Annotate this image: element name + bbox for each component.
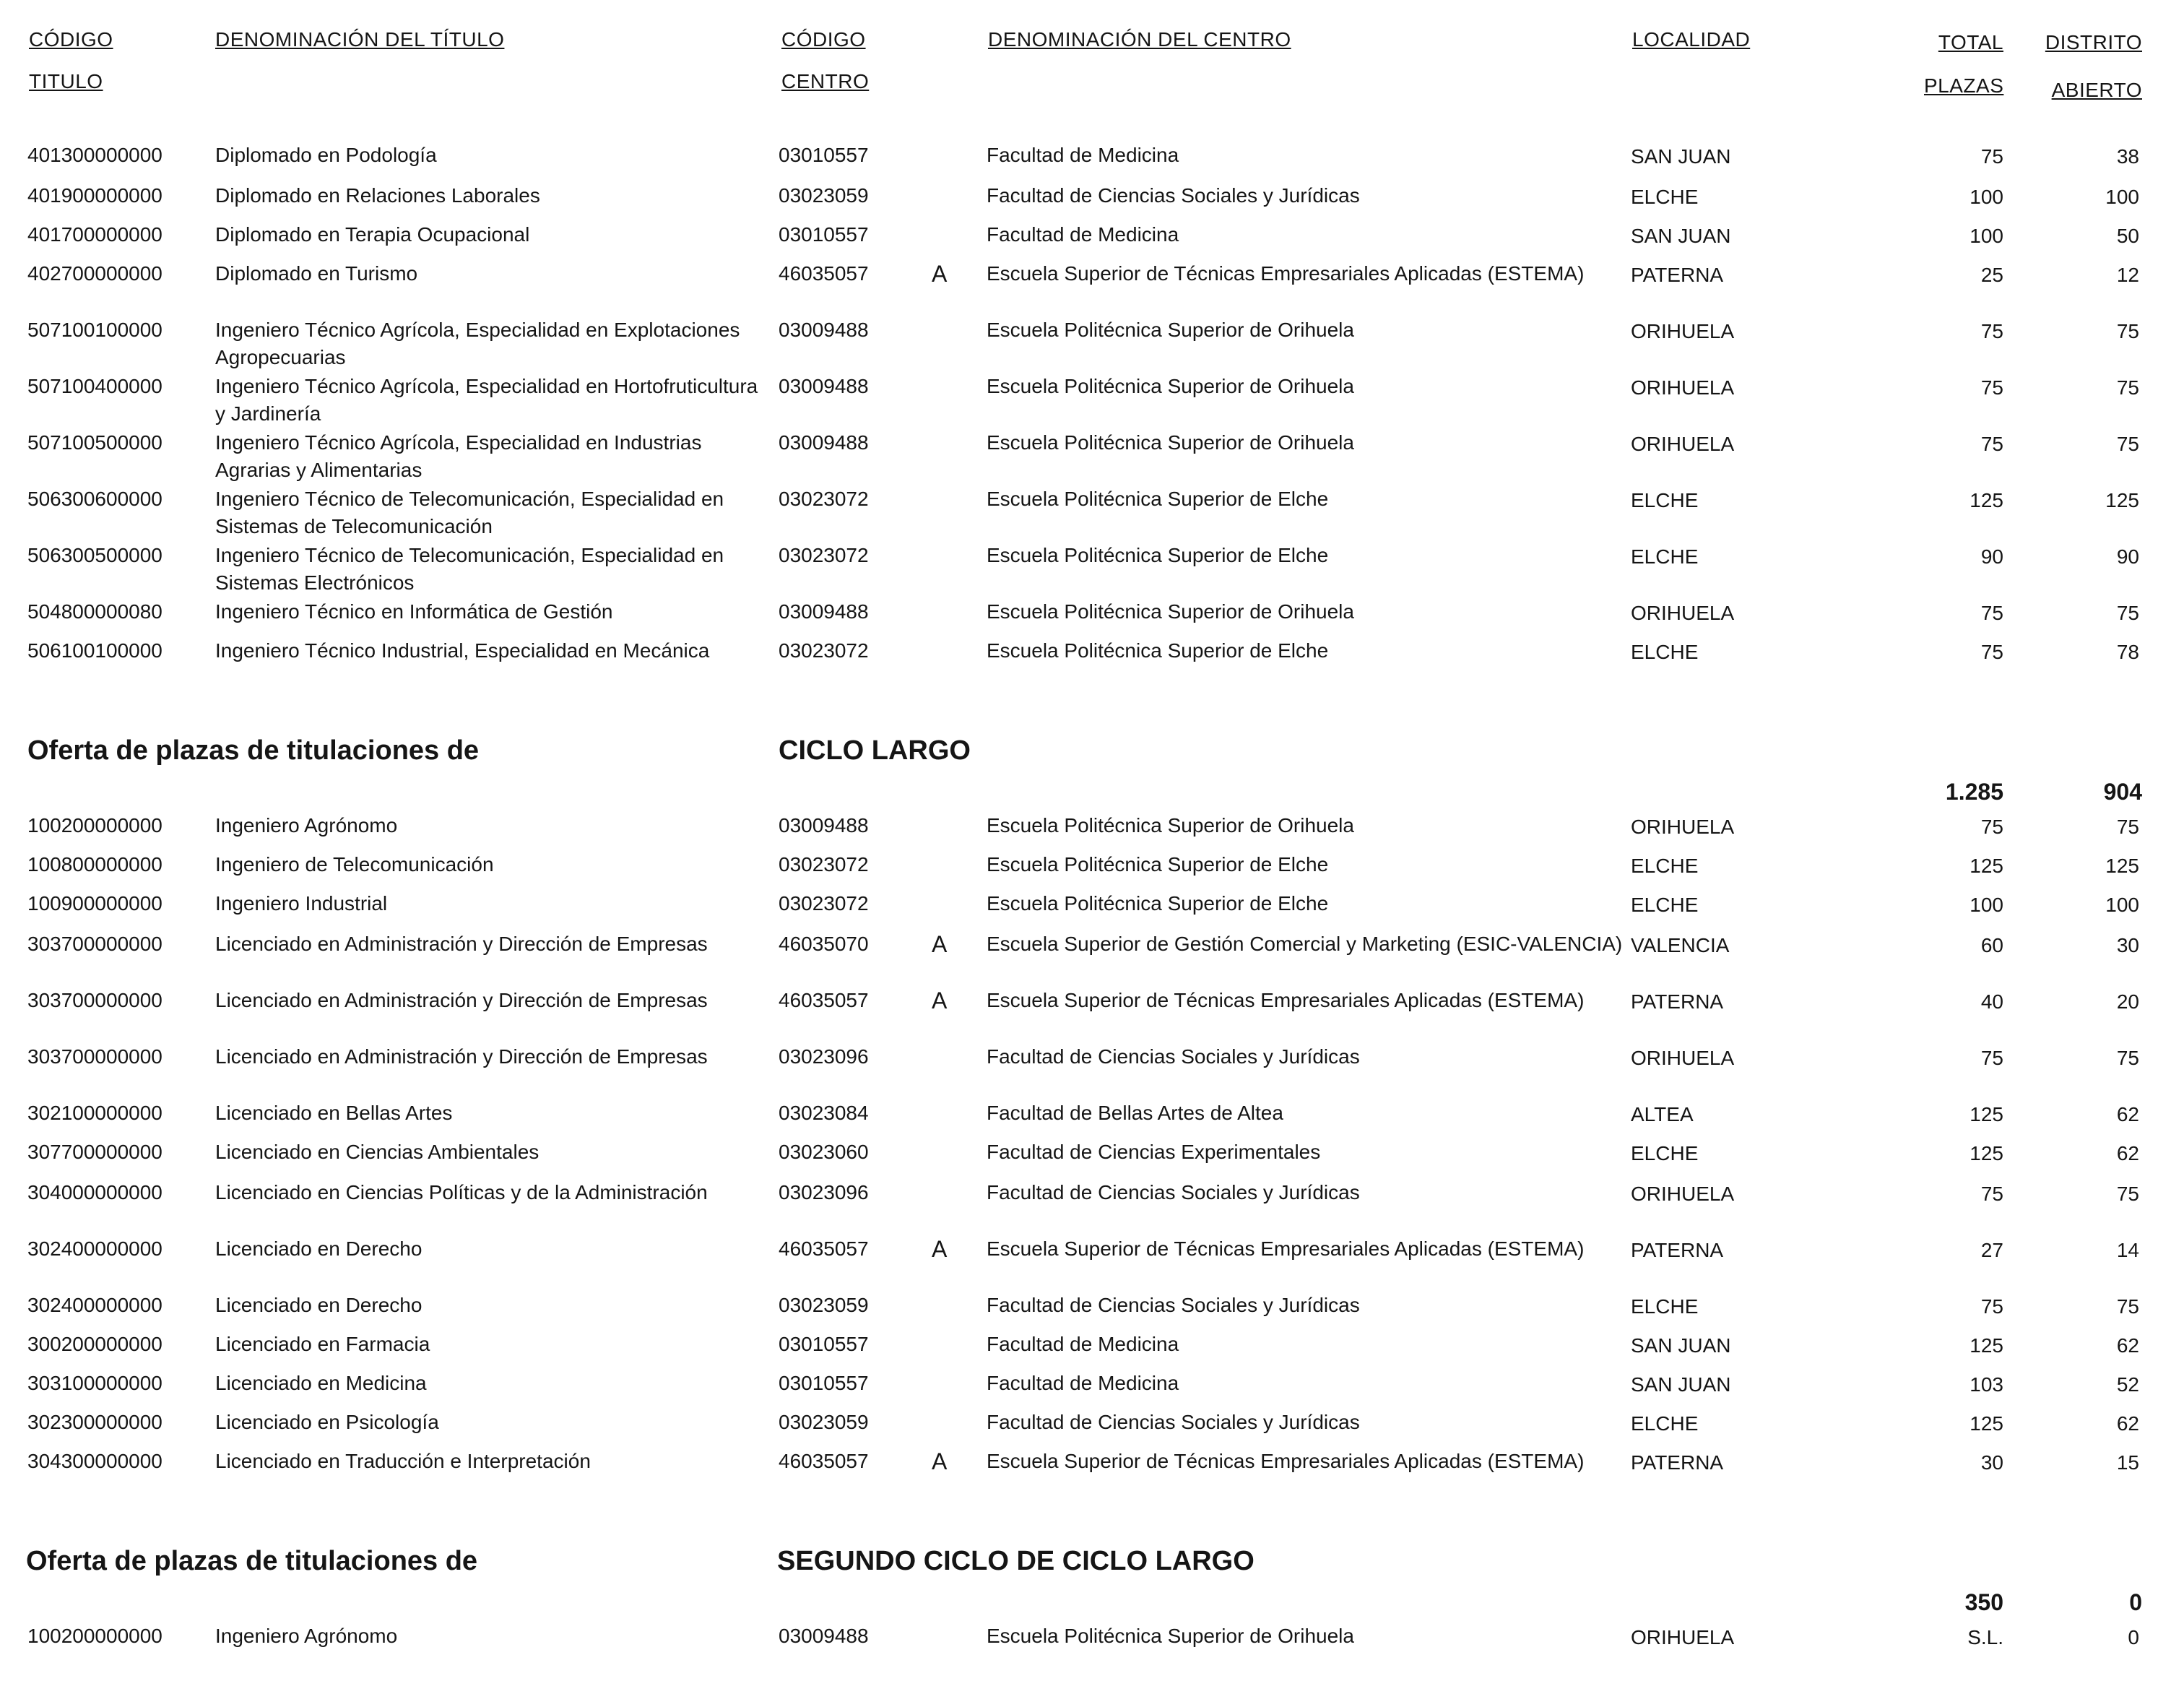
centro-name: Escuela Politécnica Superior de Elche xyxy=(987,892,1329,915)
adscrito-mark: A xyxy=(932,931,948,957)
titulo-name: Ingeniero Industrial xyxy=(215,892,388,915)
distrito-abierto: 62 xyxy=(2116,1142,2139,1164)
distrito-abierto: 100 xyxy=(2105,186,2139,208)
section-3-heading-right: SEGUNDO CICLO DE CICLO LARGO xyxy=(777,1546,1254,1576)
titulo-name: Diplomado en Podología xyxy=(215,144,437,166)
distrito-abierto: 100 xyxy=(2105,894,2139,916)
table-row xyxy=(0,1179,2184,1208)
titulo-name: Licenciado en Derecho xyxy=(215,1294,422,1316)
total-plazas: 125 xyxy=(1970,1103,2003,1125)
table-row xyxy=(0,542,2184,594)
centro-code: 03023072 xyxy=(779,639,869,662)
total-plazas: 75 xyxy=(1980,602,2003,624)
centro-name: Facultad de Medicina xyxy=(987,144,1179,166)
titulo-code: 100200000000 xyxy=(27,814,162,837)
titulo-code: 506100100000 xyxy=(27,639,162,662)
total-plazas: 60 xyxy=(1980,934,2003,956)
localidad: ELCHE xyxy=(1631,641,1699,663)
header-denominacion-centro: DENOMINACIÓN DEL CENTRO xyxy=(988,28,1291,51)
centro-code: 46035057 xyxy=(779,989,869,1011)
table-row xyxy=(0,1292,2184,1321)
localidad: ELCHE xyxy=(1631,489,1699,511)
titulo-code: 304000000000 xyxy=(27,1181,162,1203)
centro-name: Facultad de Ciencias Sociales y Jurídicas xyxy=(987,1045,1360,1068)
section-3-heading-left: Oferta de plazas de titulaciones de xyxy=(26,1546,478,1576)
header-codigo-centro-1: CÓDIGO xyxy=(781,28,866,51)
localidad: ELCHE xyxy=(1631,1295,1699,1318)
adscrito-mark: A xyxy=(932,1236,948,1262)
centro-name: Facultad de Ciencias Sociales y Jurídicas xyxy=(987,1411,1360,1433)
titulo-name: Ingeniero Técnico Industrial, Especialidad en Mecánica xyxy=(215,639,710,662)
centro-name: Escuela Superior de Técnicas Empresariales Aplicadas (ESTEMA) xyxy=(987,262,1585,285)
centro-code: 03009488 xyxy=(779,1625,869,1647)
adscrito-mark: A xyxy=(932,988,948,1014)
centro-code: 46035057 xyxy=(779,1450,869,1472)
distrito-abierto: 125 xyxy=(2105,489,2139,511)
titulo-name: Ingeniero Técnico de Telecomunicación, Especialidad en Sistemas Electrónicos xyxy=(215,544,724,594)
centro-code: 46035070 xyxy=(779,933,869,955)
distrito-abierto: 52 xyxy=(2116,1373,2139,1396)
table-row xyxy=(0,637,2184,666)
titulo-name: Licenciado en Administración y Dirección de Empresas xyxy=(215,1045,708,1068)
localidad: ORIHUELA xyxy=(1631,433,1735,455)
table-row xyxy=(0,142,2184,170)
titulo-code: 402700000000 xyxy=(27,262,162,285)
section-2-heading-left: Oferta de plazas de titulaciones de xyxy=(27,735,480,766)
centro-code: 03010557 xyxy=(779,1333,869,1355)
distrito-abierto: 50 xyxy=(2116,225,2139,247)
header-denominacion-titulo: DENOMINACIÓN DEL TÍTULO xyxy=(215,28,505,51)
distrito-abierto: 14 xyxy=(2116,1239,2139,1261)
total-plazas: 100 xyxy=(1970,894,2003,916)
header-distrito-1: DISTRITO xyxy=(2045,31,2142,53)
localidad: ORIHUELA xyxy=(1631,602,1735,624)
distrito-abierto: 75 xyxy=(2116,816,2139,838)
localidad: ALTEA xyxy=(1631,1103,1694,1125)
localidad: VALENCIA xyxy=(1631,934,1730,956)
centro-code: 03010557 xyxy=(779,1372,869,1394)
titulo-code: 507100500000 xyxy=(27,431,162,454)
titulo-name: Licenciado en Farmacia xyxy=(215,1333,430,1355)
total-plazas: 75 xyxy=(1980,320,2003,342)
table-row xyxy=(0,485,2184,537)
centro-code: 03023072 xyxy=(779,853,869,876)
header-distrito-2: ABIERTO xyxy=(2051,79,2142,101)
adscrito-mark: A xyxy=(932,261,948,287)
header-codigo-centro-2: CENTRO xyxy=(781,70,870,92)
table-row xyxy=(0,1043,2184,1072)
centro-code: 03009488 xyxy=(779,319,869,341)
titulo-code: 100900000000 xyxy=(27,892,162,915)
total-plazas: 75 xyxy=(1980,433,2003,455)
centro-code: 03023060 xyxy=(779,1141,869,1163)
titulo-name: Licenciado en Medicina xyxy=(215,1372,427,1394)
titulo-code: 507100100000 xyxy=(27,319,162,341)
table-row xyxy=(0,930,2184,959)
header-total-2: PLAZAS xyxy=(1924,74,2004,97)
table-row xyxy=(0,429,2184,481)
table-row xyxy=(0,851,2184,880)
centro-name: Facultad de Ciencias Experimentales xyxy=(987,1141,1321,1163)
table-row xyxy=(0,1331,2184,1360)
titulo-code: 302100000000 xyxy=(27,1102,162,1124)
localidad: PATERNA xyxy=(1631,1451,1724,1474)
distrito-abierto: 75 xyxy=(2116,376,2139,399)
titulo-name: Ingeniero de Telecomunicación xyxy=(215,853,494,876)
centro-name: Escuela Politécnica Superior de Orihuela xyxy=(987,814,1354,837)
localidad: ELCHE xyxy=(1631,1142,1699,1164)
titulo-code: 302400000000 xyxy=(27,1294,162,1316)
localidad: ELCHE xyxy=(1631,894,1699,916)
titulo-code: 504800000080 xyxy=(27,600,162,623)
distrito-abierto: 62 xyxy=(2116,1334,2139,1357)
total-plazas: 27 xyxy=(1980,1239,2003,1261)
centro-code: 46035057 xyxy=(779,1237,869,1260)
header-total-1: TOTAL xyxy=(1938,31,2003,53)
titulo-name: Licenciado en Administración y Dirección de Empresas xyxy=(215,989,708,1011)
localidad: ELCHE xyxy=(1631,186,1699,208)
centro-name: Facultad de Medicina xyxy=(987,1372,1179,1394)
titulo-code: 401300000000 xyxy=(27,144,162,166)
centro-name: Escuela Politécnica Superior de Elche xyxy=(987,853,1329,876)
localidad: PATERNA xyxy=(1631,264,1724,286)
distrito-abierto: 90 xyxy=(2116,545,2139,568)
total-plazas: 75 xyxy=(1980,641,2003,663)
distrito-abierto: 75 xyxy=(2116,1047,2139,1069)
distrito-abierto: 75 xyxy=(2116,1183,2139,1205)
centro-code: 03023072 xyxy=(779,892,869,915)
section-2-heading-right: CICLO LARGO xyxy=(779,735,971,766)
titulo-code: 506300500000 xyxy=(27,544,162,566)
centro-name: Escuela Superior de Técnicas Empresariales Aplicadas (ESTEMA) xyxy=(987,1237,1585,1260)
centro-name: Facultad de Bellas Artes de Altea xyxy=(987,1102,1283,1124)
titulo-code: 506300600000 xyxy=(27,488,162,510)
centro-name: Escuela Politécnica Superior de Elche xyxy=(987,639,1329,662)
table-row xyxy=(0,260,2184,289)
localidad: SAN JUAN xyxy=(1631,1373,1731,1396)
titulo-code: 304300000000 xyxy=(27,1450,162,1472)
titulo-code: 303700000000 xyxy=(27,933,162,955)
total-plazas: 125 xyxy=(1970,855,2003,877)
table-row xyxy=(0,1409,2184,1438)
titulo-name: Licenciado en Bellas Artes xyxy=(215,1102,453,1124)
centro-code: 03023084 xyxy=(779,1102,869,1124)
titulo-code: 401900000000 xyxy=(27,184,162,207)
total-plazas: 75 xyxy=(1980,1183,2003,1205)
titulo-name: Diplomado en Terapia Ocupacional xyxy=(215,223,530,246)
distrito-abierto: 75 xyxy=(2116,1295,2139,1318)
localidad: ELCHE xyxy=(1631,545,1699,568)
centro-code: 46035057 xyxy=(779,262,869,285)
distrito-abierto: 62 xyxy=(2116,1412,2139,1435)
titulo-code: 302400000000 xyxy=(27,1237,162,1260)
distrito-abierto: 15 xyxy=(2116,1451,2139,1474)
titulo-code: 100200000000 xyxy=(27,1625,162,1647)
titulo-name: Licenciado en Derecho xyxy=(215,1237,422,1260)
section-2-total-distrito: 904 xyxy=(2103,779,2142,805)
centro-name: Facultad de Medicina xyxy=(987,223,1179,246)
titulo-name: Ingeniero Agrónomo xyxy=(215,814,398,837)
total-plazas: 75 xyxy=(1980,1047,2003,1069)
centro-code: 03009488 xyxy=(779,375,869,397)
centro-name: Escuela Politécnica Superior de Elche xyxy=(987,544,1329,566)
distrito-abierto: 12 xyxy=(2116,264,2139,286)
localidad: ORIHUELA xyxy=(1631,816,1735,838)
table-row xyxy=(0,1138,2184,1167)
centro-code: 03010557 xyxy=(779,223,869,246)
titulo-code: 303700000000 xyxy=(27,989,162,1011)
distrito-abierto: 75 xyxy=(2116,602,2139,624)
titulo-code: 303100000000 xyxy=(27,1372,162,1394)
localidad: SAN JUAN xyxy=(1631,145,1731,168)
centro-name: Escuela Superior de Gestión Comercial y Marketing (ESIC-VALENCIA) xyxy=(987,933,1623,955)
distrito-abierto: 125 xyxy=(2105,855,2139,877)
titulo-code: 401700000000 xyxy=(27,223,162,246)
total-plazas: 75 xyxy=(1980,145,2003,168)
centro-code: 03009488 xyxy=(779,600,869,623)
table-row xyxy=(0,890,2184,919)
section-3-total-distrito: 0 xyxy=(2129,1589,2142,1615)
total-plazas: 125 xyxy=(1970,1142,2003,1164)
centro-code: 03023072 xyxy=(779,488,869,510)
distrito-abierto: 0 xyxy=(2128,1626,2139,1648)
titulo-code: 302300000000 xyxy=(27,1411,162,1433)
titulo-name: Licenciado en Ciencias Ambientales xyxy=(215,1141,540,1163)
centro-name: Escuela Politécnica Superior de Orihuela xyxy=(987,1625,1354,1647)
distrito-abierto: 62 xyxy=(2116,1103,2139,1125)
total-plazas: 100 xyxy=(1970,186,2003,208)
titulo-name: Licenciado en Psicología xyxy=(215,1411,439,1433)
total-plazas: 30 xyxy=(1980,1451,2003,1474)
titulo-name: Diplomado en Turismo xyxy=(215,262,418,285)
distrito-abierto: 30 xyxy=(2116,934,2139,956)
total-plazas: 90 xyxy=(1980,545,2003,568)
centro-name: Escuela Politécnica Superior de Orihuela xyxy=(987,431,1354,454)
titulo-name: Ingeniero Agrónomo xyxy=(215,1625,398,1647)
localidad: ORIHUELA xyxy=(1631,1047,1735,1069)
total-plazas: S.L. xyxy=(1967,1626,2003,1648)
titulo-code: 303700000000 xyxy=(27,1045,162,1068)
localidad: ORIHUELA xyxy=(1631,320,1735,342)
distrito-abierto: 38 xyxy=(2116,145,2139,168)
header-localidad: LOCALIDAD xyxy=(1632,28,1751,51)
header-codigo-titulo-1: CÓDIGO xyxy=(29,28,113,51)
table-row xyxy=(0,1448,2184,1477)
titulo-code: 100800000000 xyxy=(27,853,162,876)
centro-name: Facultad de Ciencias Sociales y Jurídicas xyxy=(987,184,1360,207)
localidad: PATERNA xyxy=(1631,990,1724,1013)
total-plazas: 103 xyxy=(1970,1373,2003,1396)
titulo-name: Ingeniero Técnico Agrícola, Especialidad en Industrias Agrarias y Alimentarias xyxy=(215,431,702,481)
centro-name: Facultad de Ciencias Sociales y Jurídicas xyxy=(987,1294,1360,1316)
section-2-total-plazas: 1.285 xyxy=(1945,779,2003,805)
centro-code: 03009488 xyxy=(779,814,869,837)
centro-name: Escuela Superior de Técnicas Empresariales Aplicadas (ESTEMA) xyxy=(987,1450,1585,1472)
total-plazas: 75 xyxy=(1980,376,2003,399)
distrito-abierto: 20 xyxy=(2116,990,2139,1013)
centro-name: Escuela Politécnica Superior de Orihuela xyxy=(987,375,1354,397)
table-row xyxy=(0,1099,2184,1128)
centro-code: 03023072 xyxy=(779,544,869,566)
table-row xyxy=(0,987,2184,1016)
localidad: PATERNA xyxy=(1631,1239,1724,1261)
localidad: SAN JUAN xyxy=(1631,225,1731,247)
localidad: ELCHE xyxy=(1631,1412,1699,1435)
centro-code: 03023059 xyxy=(779,1294,869,1316)
titulo-code: 307700000000 xyxy=(27,1141,162,1163)
centro-code: 03023059 xyxy=(779,1411,869,1433)
titulo-name: Licenciado en Ciencias Políticas y de la Administración xyxy=(215,1181,708,1203)
titulo-name: Ingeniero Técnico Agrícola, Especialidad en Explotaciones Agropecuarias xyxy=(215,319,740,368)
localidad: SAN JUAN xyxy=(1631,1334,1731,1357)
titulo-name: Licenciado en Administración y Dirección de Empresas xyxy=(215,933,708,955)
table-row xyxy=(0,812,2184,841)
centro-name: Facultad de Medicina xyxy=(987,1333,1179,1355)
total-plazas: 25 xyxy=(1980,264,2003,286)
titulo-name: Ingeniero Técnico Agrícola, Especialidad en Hortofruticultura y Jardinería xyxy=(215,375,758,425)
centro-code: 03023059 xyxy=(779,184,869,207)
localidad: ORIHUELA xyxy=(1631,1626,1735,1648)
total-plazas: 125 xyxy=(1970,1412,2003,1435)
table-row xyxy=(0,182,2184,211)
centro-code: 03009488 xyxy=(779,431,869,454)
centro-name: Escuela Superior de Técnicas Empresariales Aplicadas (ESTEMA) xyxy=(987,989,1585,1011)
adscrito-mark: A xyxy=(932,1448,948,1474)
centro-code: 03010557 xyxy=(779,144,869,166)
localidad: ORIHUELA xyxy=(1631,376,1735,399)
localidad: ORIHUELA xyxy=(1631,1183,1735,1205)
table-row xyxy=(0,221,2184,250)
total-plazas: 100 xyxy=(1970,225,2003,247)
titulo-code: 507100400000 xyxy=(27,375,162,397)
table-row xyxy=(0,1235,2184,1264)
centro-code: 03023096 xyxy=(779,1181,869,1203)
titulo-code: 300200000000 xyxy=(27,1333,162,1355)
table-row xyxy=(0,316,2184,368)
distrito-abierto: 78 xyxy=(2116,641,2139,663)
total-plazas: 125 xyxy=(1970,489,2003,511)
total-plazas: 75 xyxy=(1980,816,2003,838)
distrito-abierto: 75 xyxy=(2116,433,2139,455)
table-row xyxy=(0,1370,2184,1399)
table-row xyxy=(0,1622,2184,1651)
table-row xyxy=(0,373,2184,425)
centro-name: Escuela Politécnica Superior de Elche xyxy=(987,488,1329,510)
titulo-name: Diplomado en Relaciones Laborales xyxy=(215,184,540,207)
table-row xyxy=(0,598,2184,627)
section-3-total-plazas: 350 xyxy=(1964,1589,2003,1615)
centro-code: 03023096 xyxy=(779,1045,869,1068)
distrito-abierto: 75 xyxy=(2116,320,2139,342)
centro-name: Escuela Politécnica Superior de Orihuela xyxy=(987,600,1354,623)
header-codigo-titulo-2: TITULO xyxy=(29,70,103,92)
total-plazas: 125 xyxy=(1970,1334,2003,1357)
total-plazas: 75 xyxy=(1980,1295,2003,1318)
titulo-name: Ingeniero Técnico en Informática de Gestión xyxy=(215,600,613,623)
titulo-name: Licenciado en Traducción e Interpretación xyxy=(215,1450,591,1472)
centro-name: Facultad de Ciencias Sociales y Jurídicas xyxy=(987,1181,1360,1203)
centro-name: Escuela Politécnica Superior de Orihuela xyxy=(987,319,1354,341)
titulo-name: Ingeniero Técnico de Telecomunicación, Especialidad en Sistemas de Telecomunicación xyxy=(215,488,724,537)
localidad: ELCHE xyxy=(1631,855,1699,877)
total-plazas: 40 xyxy=(1980,990,2003,1013)
